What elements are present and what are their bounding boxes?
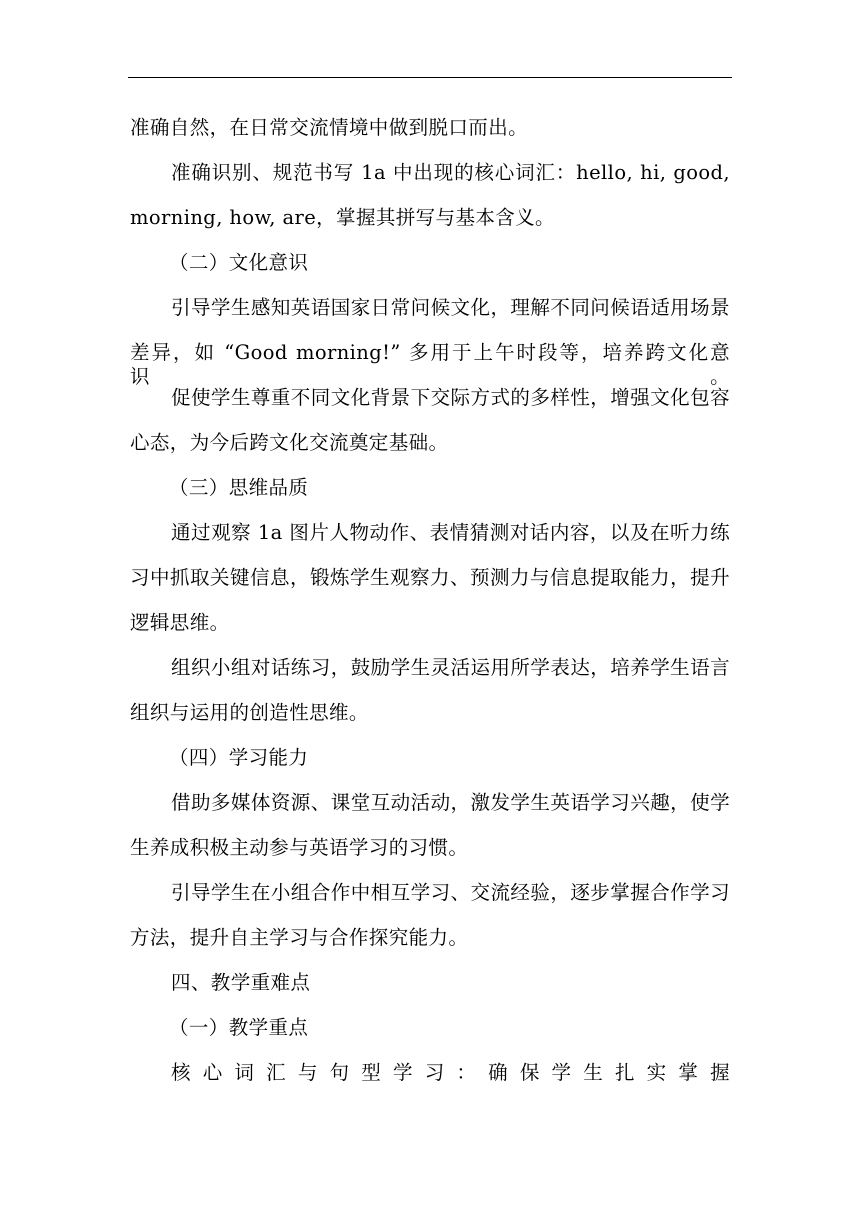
body-line: 引导学生感知英语国家日常问候文化，理解不同问候语适用场景	[171, 296, 730, 319]
section-heading: （二）文化意识	[169, 251, 309, 274]
body-line: 组织小组对话练习，鼓励学生灵活运用所学表达，培养学生语言	[171, 656, 730, 679]
body-line: 核心词汇与句型学习：确保学生扎实掌握	[171, 1061, 730, 1084]
body-line: 借助多媒体资源、课堂互动活动，激发学生英语学习兴趣，使学	[171, 791, 730, 814]
body-line: 组织与运用的创造性思维。	[130, 701, 369, 724]
body-line: 准确自然，在日常交流情境中做到脱口而出。	[130, 116, 529, 139]
body-line: 引导学生在小组合作中相互学习、交流经验，逐步掌握合作学习	[171, 881, 730, 904]
header-rule	[128, 77, 732, 78]
section-heading: 四、教学重难点	[171, 971, 311, 994]
section-heading: （一）教学重点	[169, 1016, 309, 1039]
body-line: 逻辑思维。	[130, 611, 230, 634]
body-line: 方法，提升自主学习与合作探究能力。	[130, 926, 469, 949]
body-line: 差异，如 “Good morning!” 多用于上午时段等，培养跨文化意识。	[130, 341, 730, 388]
body-line: morning, how, are，掌握其拼写与基本含义。	[130, 206, 555, 229]
body-line: 生养成积极主动参与英语学习的习惯。	[130, 836, 469, 859]
body-line: 促使学生尊重不同文化背景下交际方式的多样性，增强文化包容	[171, 386, 730, 409]
body-line: 准确识别、规范书写 1a 中出现的核心词汇：hello, hi, good,	[171, 161, 730, 184]
body-line: 习中抓取关键信息，锻炼学生观察力、预测力与信息提取能力，提升	[130, 566, 730, 589]
section-heading: （四）学习能力	[169, 746, 309, 769]
section-heading: （三）思维品质	[169, 476, 309, 499]
body-line: 心态，为今后跨文化交流奠定基础。	[130, 431, 449, 454]
body-line: 通过观察 1a 图片人物动作、表情猜测对话内容，以及在听力练	[171, 521, 730, 544]
